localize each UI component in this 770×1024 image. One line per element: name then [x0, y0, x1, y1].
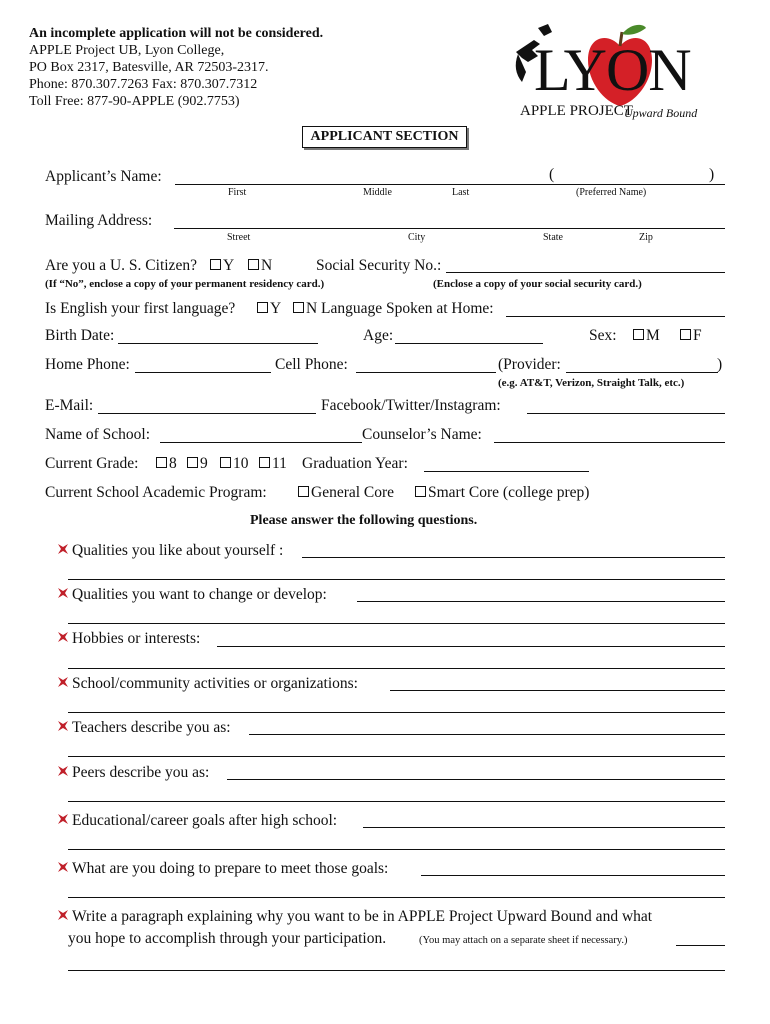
bullet-star-icon: [57, 813, 69, 825]
grade-10[interactable]: 10: [220, 455, 249, 473]
answer-line[interactable]: [68, 712, 725, 713]
cell-field[interactable]: [356, 372, 496, 373]
english-yes[interactable]: Y: [257, 300, 281, 318]
cell-label: Cell Phone:: [275, 356, 348, 373]
mail-field[interactable]: [174, 228, 725, 229]
question-item: School/community activities or organizations:: [72, 675, 358, 692]
sub-middle: Middle: [363, 187, 392, 198]
provider-label: (Provider:: [498, 356, 561, 373]
english-label: Is English your first language?: [45, 300, 236, 317]
ssn-field[interactable]: [446, 272, 725, 273]
question-item: Qualities you like about yourself :: [72, 542, 284, 559]
lang-home-field[interactable]: [506, 316, 725, 317]
logo-brand: LYON: [534, 37, 691, 103]
school-label: Name of School:: [45, 426, 151, 443]
citizen-note: (If “No”, enclose a copy of your permanent residency card.): [45, 278, 325, 290]
question-item: What are you doing to prepare to meet those goals:: [72, 860, 389, 877]
checkbox-icon: [257, 302, 268, 313]
bullet-star-icon: [57, 631, 69, 643]
questions-intro: Please answer the following questions.: [250, 513, 478, 528]
question-item: Peers describe you as:: [72, 764, 210, 781]
bullet-star-icon: [57, 543, 69, 555]
name-paren-open: (: [549, 166, 555, 183]
ssn-note: (Enclose a copy of your social security card.): [433, 278, 642, 290]
bullet-star-icon: [57, 861, 69, 873]
answer-line[interactable]: [363, 827, 725, 828]
program-general[interactable]: General Core: [298, 484, 394, 502]
answer-line[interactable]: [249, 734, 725, 735]
question-item: Teachers describe you as:: [72, 719, 231, 736]
answer-line[interactable]: [68, 756, 725, 757]
sub-state: State: [543, 232, 563, 243]
checkbox-icon: [220, 457, 231, 468]
answer-line[interactable]: [68, 623, 725, 624]
sub-street: Street: [227, 232, 251, 243]
home-phone-field[interactable]: [135, 372, 271, 373]
provider-field[interactable]: [566, 372, 718, 373]
ssn-label: Social Security No.:: [316, 257, 442, 274]
answer-line[interactable]: [68, 849, 725, 850]
checkbox-icon: [633, 329, 644, 340]
birth-field[interactable]: [118, 343, 318, 344]
age-label: Age:: [363, 327, 394, 344]
question-item: Qualities you want to change or develop:: [72, 586, 327, 603]
sub-city: City: [408, 232, 426, 243]
provider-close: ): [717, 356, 723, 373]
address-line: PO Box 2317, Batesville, AR 72503-2317.: [29, 60, 269, 75]
grad-year-label: Graduation Year:: [302, 455, 408, 472]
incomplete-notice: An incomplete application will not be considered.: [29, 26, 324, 41]
bullet-star-icon: [57, 909, 69, 921]
name-field[interactable]: [175, 184, 725, 185]
mail-label: Mailing Address:: [45, 212, 153, 229]
grade-8[interactable]: 8: [156, 455, 177, 473]
english-no[interactable]: N: [293, 300, 317, 318]
answer-line[interactable]: [68, 801, 725, 802]
sub-first: First: [228, 187, 247, 198]
lang-home-label: Language Spoken at Home:: [321, 300, 494, 317]
checkbox-icon: [293, 302, 304, 313]
name-paren-close: ): [709, 166, 715, 183]
answer-line[interactable]: [421, 875, 725, 876]
sex-m[interactable]: M: [633, 327, 660, 345]
org-line: APPLE Project UB, Lyon College,: [29, 43, 225, 58]
program-smart[interactable]: Smart Core (college prep): [415, 484, 589, 502]
answer-line[interactable]: [227, 779, 725, 780]
program-label: Current School Academic Program:: [45, 484, 267, 501]
citizen-label: Are you a U. S. Citizen?: [45, 257, 197, 274]
answer-line[interactable]: [68, 579, 725, 580]
answer-line[interactable]: [68, 897, 725, 898]
final-question-line1: Write a paragraph explaining why you want to be in APPLE Project Upward Bound and what: [72, 908, 653, 925]
grad-year-field[interactable]: [424, 471, 589, 472]
sub-last: Last: [452, 187, 470, 198]
checkbox-icon: [259, 457, 270, 468]
sub-zip: Zip: [639, 232, 653, 243]
email-label: E-Mail:: [45, 397, 94, 414]
bullet-star-icon: [57, 720, 69, 732]
checkbox-icon: [187, 457, 198, 468]
citizen-yes[interactable]: Y: [210, 257, 234, 275]
answer-line[interactable]: [68, 668, 725, 669]
final-question-note: (You may attach on a separate sheet if necessary.): [419, 935, 628, 946]
sub-preferred: (Preferred Name): [576, 187, 647, 198]
phone-line: Phone: 870.307.7263 Fax: 870.307.7312: [29, 77, 258, 92]
grade-9[interactable]: 9: [187, 455, 208, 473]
answer-line[interactable]: [68, 970, 725, 971]
answer-line[interactable]: [217, 646, 725, 647]
logo-sub1: APPLE PROJECT: [520, 103, 633, 119]
bullet-star-icon: [57, 765, 69, 777]
sex-label: Sex:: [589, 327, 617, 344]
lyon-logo: [508, 10, 698, 125]
birth-label: Birth Date:: [45, 327, 115, 344]
social-field[interactable]: [527, 413, 725, 414]
checkbox-icon: [415, 486, 426, 497]
answer-line[interactable]: [390, 690, 725, 691]
answer-line[interactable]: [302, 557, 725, 558]
answer-line[interactable]: [676, 945, 725, 946]
sex-f[interactable]: F: [680, 327, 702, 345]
social-label: Facebook/Twitter/Instagram:: [321, 397, 501, 414]
question-item: Educational/career goals after high school:: [72, 812, 338, 829]
section-title: APPLICANT SECTION: [302, 126, 467, 148]
checkbox-icon: [248, 259, 259, 270]
email-field[interactable]: [98, 413, 316, 414]
checkbox-icon: [210, 259, 221, 270]
checkbox-icon: [680, 329, 691, 340]
grade-label: Current Grade:: [45, 455, 139, 472]
citizen-no[interactable]: N: [248, 257, 272, 275]
final-question-line2: you hope to accomplish through your participation.: [68, 930, 387, 947]
counselor-field[interactable]: [494, 442, 725, 443]
checkbox-icon: [298, 486, 309, 497]
home-phone-label: Home Phone:: [45, 356, 130, 373]
counselor-label: Counselor’s Name:: [362, 426, 482, 443]
provider-note: (e.g. AT&T, Verizon, Straight Talk, etc.): [498, 377, 685, 389]
name-label: Applicant’s Name:: [45, 168, 162, 185]
checkbox-icon: [156, 457, 167, 468]
logo-sub2: Upward Bound: [624, 106, 698, 120]
answer-line[interactable]: [357, 601, 725, 602]
grade-11[interactable]: 11: [259, 455, 287, 473]
age-field[interactable]: [395, 343, 543, 344]
bullet-star-icon: [57, 676, 69, 688]
tollfree-line: Toll Free: 877-90-APPLE (902.7753): [29, 94, 240, 109]
bullet-star-icon: [57, 587, 69, 599]
question-item: Hobbies or interests:: [72, 630, 201, 647]
school-field[interactable]: [160, 442, 362, 443]
